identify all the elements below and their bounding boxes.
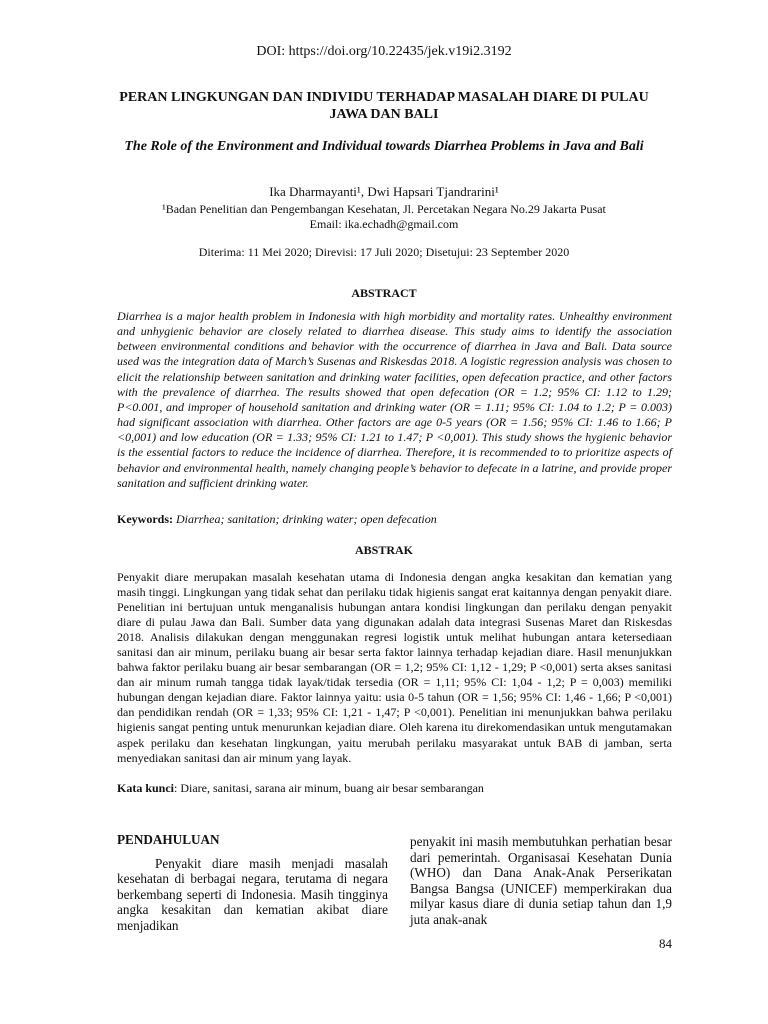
affiliation: ¹Badan Penelitian dan Pengembangan Kesehatan, Jl. Percetakan Negara No.29 Jakarta Pusat xyxy=(162,202,606,216)
body-column-left xyxy=(117,832,388,933)
keywords-label: Keywords: xyxy=(117,512,173,526)
section-heading-introduction: PENDAHULUAN xyxy=(117,832,220,847)
author-list: Ika Dharmayanti¹, Dwi Hapsari Tjandrarini¹ xyxy=(269,184,499,199)
kata-kunci-values: : Diare, sanitasi, sarana air minum, buang air besar sembarangan xyxy=(174,781,484,795)
abstract-heading-english: ABSTRACT xyxy=(351,286,417,300)
author-affiliation-block xyxy=(0,202,768,232)
kata-kunci-line xyxy=(117,781,672,796)
body-paragraph: Penyakit diare masih menjadi masalah kesehatan di berbagai negara, terutama di negara berkembang seperti di Indonesia. Masih tingginya angka kesakitan dan kematian akibat diare menjadikan xyxy=(117,855,388,933)
doi-header: DOI: https://doi.org/10.22435/jek.v19i2.3192 xyxy=(256,44,512,59)
kata-kunci-label: Kata kunci xyxy=(117,781,175,795)
contact-email: Email: ika.echadh@gmail.com xyxy=(309,217,459,231)
abstract-heading-indonesian: ABSTRAK xyxy=(354,543,413,557)
page-number: 84 xyxy=(659,936,672,951)
submission-dates: Diterima: 11 Mei 2020; Direvisi: 17 Juli 2020; Disetujui: 23 September 2020 xyxy=(198,245,570,259)
keywords-values: Diarrhea; sanitation; drinking water; open defecation xyxy=(176,512,437,526)
keywords-line xyxy=(117,512,672,527)
body-column-right: penyakit ini masih membutuhkan perhatian besar dari pemerintah. Organisasai Kesehatan Dunia (WHO) dan Dana Anak-Anak Perserikatan Bangsa Bangsa (UNICEF) memperkirakan dua milyar kasus diare di dunia setiap tahun dan 1,9 juta anak-anak xyxy=(410,834,672,927)
paper-title-english: The Role of the Environment and Individual towards Diarrhea Problems in Java and Bali xyxy=(124,139,644,154)
abstract-indonesian-text: Penyakit diare merupakan masalah kesehatan utama di Indonesia dengan angka kesakitan dan kematian yang masih tinggi. Lingkungan yang tidak sehat dan perilaku tidak higienis sangat erat kaitannya dengan penyakit diare. Penelitian ini bertujuan untuk menganalisis hubungan antara kondisi lingkungan dan perilaku dengan penyakit diare di pulau Jawa dan Bali. Sumber data yang digunakan adalah data integrasi Susenas Maret dan Riskesdas 2018. Analisis dilakukan dengan menggunakan regresi logistik untuk melihat hubungan antara ketersediaan sanitasi dan air minum, perilaku buang air besar serta faktor lainnya terhadap kejadian diare. Hasil menunjukkan bahwa faktor perilaku buang air besar sembarangan (OR = 1,2; 95% CI: 1,12 - 1,29; P <0,001) serta akses sanitasi dan air minum rumah tangga tidak layak/tidak tersedia (OR = 1,11; 95% CI: 1,04 - 1,2; P = 0,003) memiliki hubungan dengan kejadian diare. Faktor lainnya yaitu: usia 0-5 tahun (OR = 1,56; 95% CI: 1,46 - 1,66; P <0,001) dan pendidikan rendah (OR = 1,33; 95% CI: 1,21 - 1,47; P <0,001). Penelitian ini menunjukkan bahwa perilaku higienis sangat penting untuk menurunkan kejadian diare. Oleh karena itu direkomendasikan untuk mengutamakan aspek perilaku dan kesehatan lingkungan, yaitu merubah perilaku masyarakat untuk BAB di jamban, serta menyediakan sanitasi dan air minum yang layak. xyxy=(117,570,672,765)
paper-title-indonesian: PERAN LINGKUNGAN DAN INDIVIDU TERHADAP MASALAH DIARE DI PULAU JAWA DAN BALI xyxy=(119,90,649,122)
abstract-english-text: Diarrhea is a major health problem in Indonesia with high morbidity and mortality rates. Unhealthy environment and unhygienic behavior are closely related to diarrhea disease. This study aims to identify the association between environmental conditions and behavior with the occurrence of diarrhea in Java and Bali. Data source used was the integration data of March’s Susenas and Riskesdas 2018. A logistic regression analysis was chosen to elicit the relationship between sanitation and drinking water facilities, open defecation practice, and other factors with the prevalence of diarrhea. The results showed that open defecation (OR = 1.2; 95% CI: 1.12 to 1.29; P<0.001, and improper of household sanitation and drinking water (OR = 1.11; 95% CI: 1.04 to 1.2; P = 0.003) had significant association with diarrhea. Other factors are age 0-5 years (OR = 1.56; 95% CI: 1.46 to 1.66; P <0,001) and low education (OR = 1.33; 95% CI: 1.21 to 1.47; P <0,001). This study shows the hygienic behavior is the essential factors to reduce the incidence of diarrhea. Therefore, it is recommended to to prioritize aspects of behavior and environmental health, namely changing people’s behavior to defecate in a latrine, and provide proper sanitation and sufficient drinking water. xyxy=(117,309,672,490)
